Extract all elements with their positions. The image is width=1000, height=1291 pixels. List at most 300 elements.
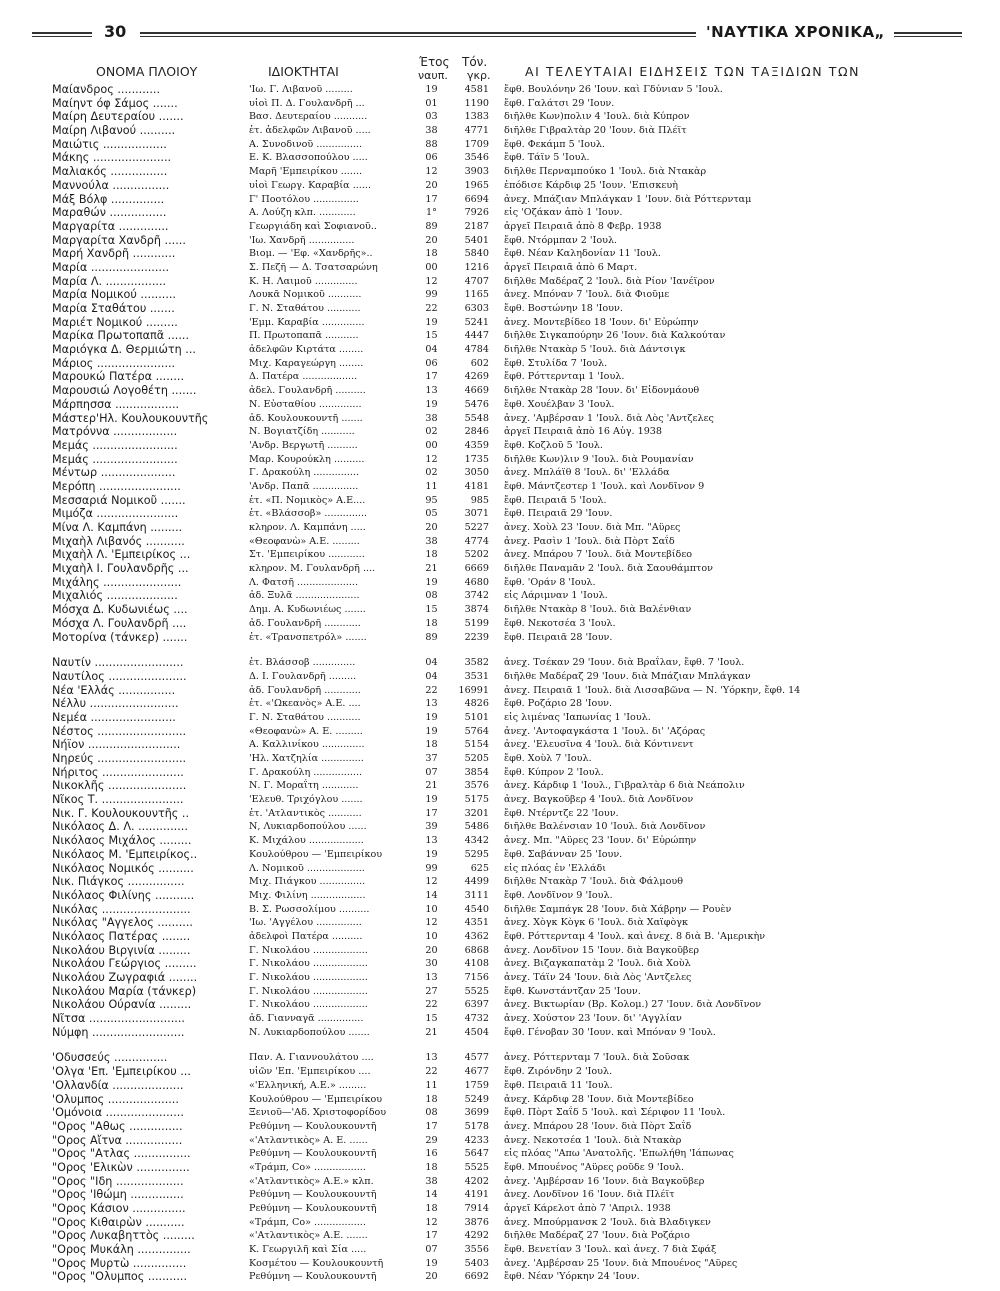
ship-year: 20 <box>425 944 438 956</box>
ship-news: ἀνεχ. 'Αμβέρσαν 25 'Ιουν. διὰ Μπουένος "Αϋρες <box>504 1257 738 1269</box>
ship-year: 17 <box>425 1120 438 1132</box>
ship-news: διῆλθε Γιβραλτὰρ 20 'Ιουν. διὰ Πλέϊτ <box>504 125 687 137</box>
ship-tonnage: 3556 <box>464 1244 489 1256</box>
ship-year: 17 <box>425 371 438 383</box>
ship-owner: 'Ηλ. Χατζηλία .............. <box>249 753 364 764</box>
ship-name: Νικ. Πιάγκος ................ <box>52 875 185 889</box>
ship-row <box>52 862 957 876</box>
ship-tonnage: 625 <box>470 862 489 874</box>
ship-row <box>52 480 957 494</box>
ship-news: ἔφθ. Φεκάμπ 5 'Ιουλ. <box>504 138 605 150</box>
ship-year: 37 <box>425 753 438 764</box>
ship-news: ἔφθ. Σαβάνναν 25 'Ιουν. <box>504 848 623 860</box>
ship-tonnage: 4774 <box>464 535 489 547</box>
ship-news: διῆλθε Περναμπούκο 1 'Ιουλ. διὰ Ντακὰρ <box>504 166 707 178</box>
ship-news: ἀργεῖ Πειραιᾶ ἀπὸ 6 Μαρτ. <box>504 261 638 273</box>
ship-year: 16 <box>425 1148 438 1160</box>
ship-news: ἔφθ. Τάϊν 5 'Ιουλ. <box>504 152 590 164</box>
ship-owner: «'Ατλαντικὸς» Α.Ε.» κλπ. <box>249 1175 374 1187</box>
ship-tonnage: 5178 <box>464 1120 489 1132</box>
ship-owner: Γ. Ν. Σταθάτου ........... <box>249 303 361 314</box>
ship-owner: Στ. 'Εμπειρίκου ............ <box>249 549 365 561</box>
ship-owner: Α. Συνοδινοῦ ............... <box>249 138 363 150</box>
ship-tonnage: 4108 <box>464 958 489 970</box>
ship-owner: Α. Λούζη κλπ. ............ <box>249 207 356 219</box>
ship-news: ἀργεῖ Πειραιᾶ ἀπὸ 8 Φεβρ. 1938 <box>504 220 662 232</box>
ship-tonnage: 6692 <box>464 1271 489 1283</box>
ship-owner: Δ. Πατέρα .................. <box>249 371 358 383</box>
ship-name: "Ορος Λυκαβηττὸς ......... <box>52 1229 195 1243</box>
ship-year: 21 <box>425 563 438 575</box>
ship-owner: Ν. Γ. Μοραΐτη ............ <box>249 780 359 792</box>
ship-year: 18 <box>425 739 438 751</box>
ship-year: 08 <box>425 590 438 602</box>
ship-owner: 'Ανδρ. Βεργωτῆ .......... <box>249 439 358 451</box>
ship-name: Νῖτσα ........................... <box>52 1012 185 1026</box>
ship-row <box>52 1188 957 1202</box>
ship-owner: Κοσμέτου — Κουλουκουντῆ <box>249 1257 384 1269</box>
ship-news: διῆλθε Κων)πολιν 4 'Ιουλ. διὰ Κύπρον <box>504 111 690 123</box>
ship-owner: ἐτ. «Π. Νομικὸς» Α.Ε.... <box>249 494 366 506</box>
ship-news: ἀνεχ. Πειραιᾶ 1 'Ιουλ. διὰ Λισσαβῶνα — Ν. 'Υόρκην, ἔφθ. 14 <box>504 684 801 696</box>
ship-owner: Ρεθύμνη — Κουλουκουντῆ <box>249 1120 377 1132</box>
ship-year: 00 <box>425 261 438 273</box>
ship-owner: Λ. Φατσῆ .................... <box>249 576 359 588</box>
ship-name: Μιχαὴλ Λ. 'Εμπειρίκος ... <box>52 548 191 562</box>
ship-name: 'Ολγα 'Επ. 'Εμπειρίκου ... <box>52 1065 191 1079</box>
ship-owner: Μαρ. Κουρούκλη .......... <box>249 453 365 465</box>
ship-row <box>52 589 957 603</box>
ship-name: Μαργαρίτα Χανδρῆ ...... <box>52 233 186 247</box>
ship-tonnage: 3111 <box>464 889 489 901</box>
ship-year: 14 <box>425 889 438 901</box>
ship-owner: ἀδ. Κουλουκουντῆ ....... <box>249 412 363 424</box>
ship-name: Μαρουκώ Πατέρα ........ <box>52 370 185 384</box>
ship-row <box>52 220 957 234</box>
ship-year: 07 <box>425 1244 438 1256</box>
ship-name: Νικόλας "Αγγελος .......... <box>52 916 193 930</box>
ship-news: ἔφθ. Νέαν 'Υόρκην 24 'Ιουν. <box>504 1271 640 1283</box>
ship-name: Μεμάς ........................ <box>52 452 178 466</box>
ship-owner: «Θεοφανὼ» Α. Ε. ......... <box>249 725 363 737</box>
ship-tonnage: 1735 <box>464 453 489 465</box>
ship-name: Μερόπη ....................... <box>52 479 181 493</box>
ship-owner: ἀδ. Γουλανδρῆ ............ <box>249 617 361 629</box>
ship-year: 07 <box>425 766 438 778</box>
page-header <box>32 22 962 44</box>
ship-tonnage: 5401 <box>464 234 489 246</box>
ship-year: 19 <box>425 725 438 737</box>
ship-name: Μοτορίνα (τάνκερ) ....... <box>52 630 188 644</box>
group-gap <box>52 1039 957 1051</box>
ship-owner: ἐτ. «Βλάσσοβ» .............. <box>249 508 368 520</box>
ship-row <box>52 957 957 971</box>
ship-tonnage: 4784 <box>464 344 489 356</box>
ship-year: 14 <box>425 1189 438 1201</box>
ship-owner: Γ. Δρακούλη ............... <box>249 467 360 479</box>
ship-name: Νικολάου Γεώργιος ......... <box>52 957 197 971</box>
ship-row <box>52 521 957 535</box>
ship-news: ἔφθ. Ρόττερνταμ 1 'Ιουλ. <box>504 371 625 383</box>
ship-owner: Κουλούθρου — 'Εμπειρίκου <box>249 1093 383 1105</box>
ship-name: Μαίρη Δευτεραίου ....... <box>52 110 184 124</box>
ship-name: Μιχαὴλ Λιβανός ........... <box>52 534 185 548</box>
ship-name: Νηρεύς ......................... <box>52 752 187 765</box>
ship-tonnage: 1216 <box>464 261 489 273</box>
ship-name: 'Ομόνοια ...................... <box>52 1106 184 1120</box>
col-header-owner: ΙΔΙΟΚΤΗΤΑΙ <box>268 64 339 79</box>
ship-owner: ἀδελφῶν Κιρτάτα ........ <box>249 344 364 356</box>
ship-owner: ἐτ. 'Ατλαντικὸς ........... <box>249 807 362 819</box>
ship-name: Μαρία Σταθάτου ....... <box>52 302 175 315</box>
ship-year: 18 <box>425 549 438 561</box>
ship-news: ἀνεχ. 'Αμβέρσαν 1 'Ιουλ. διὰ Λὸς 'Αντζελες <box>504 412 714 424</box>
ship-owner: Γ. Νικολάου .................. <box>249 985 368 997</box>
ship-row <box>52 1161 957 1175</box>
ship-row <box>52 384 957 398</box>
ship-year: 12 <box>425 275 438 287</box>
ship-name: Μαλιακός ................ <box>52 165 168 179</box>
ship-name: Μάξ Βόλφ ............... <box>52 192 165 206</box>
ship-tonnage: 5199 <box>464 617 489 629</box>
ship-owner: κληρον. Λ. Καμπάνη ..... <box>249 522 366 533</box>
ship-tonnage: 5764 <box>464 725 489 737</box>
ship-year: 17 <box>425 807 438 819</box>
ship-year: 95 <box>425 494 438 506</box>
ship-year: 18 <box>425 1161 438 1173</box>
ship-news: ἔφθ. Βενετίαν 3 'Ιουλ. καὶ ἀνεχ. 7 διὰ Σφάξ <box>504 1244 717 1256</box>
ship-row <box>52 985 957 999</box>
ship-row <box>52 998 957 1012</box>
ship-name: Μεσσαριά Νομικοῦ ....... <box>52 493 186 507</box>
ship-news: ἀνεχ. Μπάρου 7 'Ιουλ. διὰ Μοντεβίδεο <box>504 549 693 561</box>
ship-owner: ἀδελ. Γουλανδρῆ .......... <box>249 385 366 397</box>
ship-row <box>52 1147 957 1161</box>
ship-tonnage: 6694 <box>464 193 489 205</box>
ship-tonnage: 1759 <box>464 1079 489 1091</box>
ship-news: ἔφθ. Πειραιᾶ 11 'Ιουλ. <box>504 1079 613 1091</box>
ship-owner: Ρεθύμνη — Κουλουκουντῆ <box>249 1189 377 1201</box>
ship-name: Μαίηντ όφ Σάμος ....... <box>52 96 178 110</box>
ship-year: 89 <box>425 631 438 643</box>
ship-owner: ἐτ. Βλάσσοβ .............. <box>249 657 356 669</box>
ship-tonnage: 1709 <box>464 138 489 150</box>
ship-owner: 'Εμμ. Καραβία .............. <box>249 316 365 328</box>
ship-name: Μαρία Λ. ................. <box>52 274 167 288</box>
ship-tonnage: 5840 <box>464 248 489 260</box>
ship-tonnage: 5241 <box>464 316 489 328</box>
ship-owner: Μιχ. Φιλίνη .................. <box>249 889 366 901</box>
ship-row <box>52 603 957 617</box>
group-gap <box>52 644 957 656</box>
ship-news: ἔφθ. Πειραιᾶ 29 'Ιουν. <box>504 508 613 520</box>
ship-year: 19 <box>425 316 438 328</box>
ship-year: 38 <box>425 535 438 547</box>
ship-news: ἔφθ. Χουέλβαν 3 'Ιουλ. <box>504 398 615 410</box>
ship-name: Νικόλαος Πατέρας ........ <box>52 929 191 943</box>
ship-row <box>52 903 957 917</box>
ship-name: Μεμάς ........................ <box>52 438 178 452</box>
ship-owner: ἀδ. Γιανναγᾶ ............... <box>249 1013 364 1025</box>
ship-row <box>52 562 957 576</box>
ship-owner: ἐτ. ἀδελφῶν Λιβανοῦ ..... <box>249 125 371 137</box>
ship-name: Μαννούλα ................ <box>52 178 170 192</box>
ship-news: ἔφθ. Ντόρμπαν 2 'Ιουλ. <box>504 234 618 246</box>
ship-row <box>52 234 957 248</box>
ship-row <box>52 329 957 343</box>
ship-owner: Λ. Νομικοῦ ................... <box>249 862 365 874</box>
ship-year: 02 <box>425 467 438 479</box>
ship-row <box>52 288 957 302</box>
ship-row <box>52 494 957 508</box>
ship-name: Νικ. Γ. Κουλουκουντῆς .. <box>52 806 190 820</box>
ship-owner: Γ. Ν. Σταθάτου ........... <box>249 711 361 723</box>
ship-tonnage: 3582 <box>464 657 489 669</box>
ship-year: 88 <box>425 138 438 150</box>
ship-row <box>52 889 957 903</box>
ship-tonnage: 4269 <box>464 371 489 383</box>
ship-row <box>52 1106 957 1120</box>
ship-owner: Σ. Πεζῆ — Δ. Τσατσαρώνη <box>249 261 378 273</box>
ship-news: ἔφθ. Μάντζεστερ 1 'Ιουλ. καὶ Λονδῖνον 9 <box>504 480 705 492</box>
ship-row <box>52 944 957 958</box>
ship-name: Μάρπησσα .................. <box>52 397 180 411</box>
ship-row <box>52 138 957 152</box>
ship-owner: Βιομ. — 'Εφ. «Χανδρῆς».. <box>249 248 373 260</box>
ship-row <box>52 820 957 834</box>
ship-tonnage: 4826 <box>464 698 489 710</box>
ship-tonnage: 3531 <box>464 670 489 682</box>
ship-tonnage: 5154 <box>464 739 489 751</box>
ship-year: 18 <box>425 617 438 629</box>
ship-name: Μόσχα Δ. Κυδωνιέως .... <box>52 603 188 617</box>
ship-news: διῆλθε Μαδέραζ 29 'Ιουν. διὰ Μπάζιαν Μπλάγκαν <box>504 670 751 682</box>
ship-year: 15 <box>425 330 438 342</box>
ship-tonnage: 4581 <box>464 84 489 95</box>
ship-news: ἔφθ. Μπουένος "Αϋρες ροῦδε 9 'Ιουλ. <box>504 1161 685 1173</box>
header-rule-right <box>894 32 962 37</box>
ship-name: "Ορος Μυκάλη ............... <box>52 1243 191 1257</box>
ship-row <box>52 1051 957 1065</box>
ship-row <box>52 656 957 670</box>
ship-owner: υἱοὶ Γεωργ. Καραβία ...... <box>249 179 372 191</box>
ship-news: διῆλθε Βαλένσιαν 10 'Ιουλ. διὰ Λονδῖνον <box>504 821 706 833</box>
ship-year: 29 <box>425 1134 438 1146</box>
ship-year: 12 <box>425 1216 438 1228</box>
ship-owner: «'Ελληνική, Α.Ε.» ......... <box>249 1079 367 1091</box>
ship-name: Νικόλαος Μιχάλος ......... <box>52 834 192 848</box>
ship-year: 13 <box>425 698 438 710</box>
ship-owner: Γεωργιάδη καὶ Σοφιανοῦ.. <box>249 220 377 232</box>
ship-group <box>52 83 957 644</box>
ship-news: ἔφθ. Κοζλοῦ 5 'Ιουλ. <box>504 439 603 451</box>
ship-year: 15 <box>425 1013 438 1025</box>
col-header-name: ΟΝΟΜΑ ΠΛΟΙΟΥ <box>96 64 198 79</box>
ship-news: ἀργεῖ Πειραιᾶ ἀπὸ 16 Αὐγ. 1938 <box>504 426 663 438</box>
ship-owner: Γ. Δρακούλη ................ <box>249 766 363 778</box>
ship-tonnage: 4359 <box>464 439 489 451</box>
ship-row <box>52 247 957 261</box>
ship-news: ἔφθ. Πὸρτ Σαΐδ 5 'Ιουλ. καὶ Σέριφον 11 'Ιουλ. <box>504 1107 726 1119</box>
ship-row <box>52 316 957 330</box>
ship-name: Νικολάου Ζωγραφιά ........ <box>52 971 198 984</box>
ship-tonnage: 3742 <box>464 590 489 602</box>
ship-tonnage: 5249 <box>464 1093 489 1105</box>
ship-name: Νήϊον .......................... <box>52 738 181 752</box>
ship-name: Μαριόγκα Δ. Θερμιώτη ... <box>52 343 196 357</box>
ship-name: 'Ολυμπος .................... <box>52 1092 179 1106</box>
ship-tonnage: 5101 <box>464 711 489 723</box>
ship-tonnage: 602 <box>470 357 489 369</box>
ship-row <box>52 179 957 193</box>
ship-name: Ναυτίν ......................... <box>52 656 184 670</box>
ship-name: Μιχαὴλ Ι. Γουλανδρῆς ... <box>52 562 189 576</box>
ship-tonnage: 985 <box>470 494 489 506</box>
ship-year: 22 <box>425 684 438 696</box>
ship-news: ἔφθ. Ζιρόνδην 2 'Ιουλ. <box>504 1066 613 1078</box>
ship-name: "Ορος "Αθως ............... <box>52 1119 183 1133</box>
ship-tonnage: 4504 <box>464 1026 489 1038</box>
ship-row <box>52 124 957 138</box>
ship-year: 19 <box>425 794 438 806</box>
ship-name: Μαραθών ................ <box>52 206 167 220</box>
ship-news: ἔφθ. Ρόττερνταμ 4 'Ιουλ. καὶ ἀνεχ. 8 διὰ Β. 'Αμερικὴν <box>504 930 766 942</box>
ship-tonnage: 3201 <box>464 807 489 819</box>
ship-tonnage: 1165 <box>464 289 489 301</box>
ship-year: 05 <box>425 508 438 520</box>
ship-owner: Ε. Κ. Βλασσοπούλου ..... <box>249 152 368 164</box>
ship-owner: Μιχ. Πιάγκου ............... <box>249 876 366 888</box>
ship-tonnage: 5525 <box>464 1161 489 1173</box>
ship-news: ἀνεχ. Ρόττερνταμ 7 'Ιουλ. διὰ Σοῦσακ <box>504 1052 690 1064</box>
ship-name: Μιχάλης ...................... <box>52 575 182 589</box>
ship-name: Νέα 'Ελλάς ................ <box>52 683 176 697</box>
ship-news: εἰς 'Οζάκαν ἀπὸ 1 'Ιουν. <box>504 207 623 219</box>
ship-news: ἔφθ. Βουλόνην 26 'Ιουν. καὶ Γδύνιαν 5 'Ιουλ. <box>504 84 723 95</box>
ship-news: διῆλθε Σιγκαπούρην 26 'Ιουν. διὰ Καλκούταν <box>504 330 726 342</box>
magazine-title: 'ΝΑΥΤΙΚΑ ΧΡΟΝΙΚΑ„ <box>706 23 885 41</box>
ship-year: 39 <box>425 821 438 833</box>
ship-year: 00 <box>425 439 438 451</box>
ship-news: ἀνεχ. Βαγκοῦβερ 4 'Ιουλ. διὰ Λονδῖνον <box>504 794 694 806</box>
col-header-year-2: ναυπ. <box>418 69 448 82</box>
ship-year: 01 <box>425 97 438 109</box>
ship-news: ἀνεχ. Μπάζιαν Μπλάγκαν 1 'Ιουν. διὰ Ρόττερνταμ <box>504 193 752 205</box>
ship-news: ἀνεχ. Βικτωρίαν (Βρ. Κολομ.) 27 'Ιουν. διὰ Λονδῖνον <box>504 999 762 1011</box>
ship-group <box>52 656 957 1039</box>
ship-year: 27 <box>425 985 438 997</box>
ship-news: ἀνεχ. Βιζαγκαπατὰμ 2 'Ιουλ. διὰ Χοὺλ <box>504 958 691 970</box>
ship-row <box>52 412 957 426</box>
ship-tonnage: 4191 <box>464 1189 489 1201</box>
ship-year: 03 <box>425 111 438 123</box>
ship-news: εἰς πλόας ἐν 'Ελλάδι <box>504 862 607 874</box>
ship-year: 10 <box>425 930 438 942</box>
ship-row <box>52 1202 957 1216</box>
ship-name: Νικόλαος Νομικός .......... <box>52 861 194 875</box>
ship-news: ἀνεχ. Νεκοτσέα 1 'Ιουλ. διὰ Ντακὰρ <box>504 1134 682 1146</box>
ship-news: ἔφθ. Πειραιᾶ 5 'Ιουλ. <box>504 494 607 506</box>
ship-news: διῆλθε Κων)λιν 9 'Ιουλ. διὰ Ρουμανίαν <box>504 453 694 465</box>
ship-owner: Λουκᾶ Νομικοῦ ........... <box>249 289 362 301</box>
ship-news: ἀνεχ. Μπόναν 7 'Ιουλ. διὰ Φιοῦμε <box>504 289 670 301</box>
ship-owner: Παν. Α. Γιαννουλάτου .... <box>249 1052 374 1064</box>
ship-owner: «Τράμπ, Co» ................. <box>249 1161 366 1173</box>
ship-news: ἀνεχ. Λονδῖνον 16 'Ιουν. διὰ Πλέϊτ <box>504 1189 675 1201</box>
ship-tonnage: 3576 <box>464 780 489 792</box>
ship-name: "Ορος 'Ελικὼν ............... <box>52 1160 190 1174</box>
ship-row <box>52 1065 957 1079</box>
ship-row <box>52 206 957 220</box>
ship-owner: Κ. Η. Λαιμοῦ .............. <box>249 275 358 287</box>
ship-name: Νύμφη .......................... <box>52 1025 185 1039</box>
ship-row <box>52 507 957 521</box>
ship-tonnage: 4181 <box>464 480 489 492</box>
ship-row <box>52 752 957 766</box>
header-rule-left <box>32 32 92 37</box>
ship-row <box>52 97 957 111</box>
ship-row <box>52 1079 957 1093</box>
ship-owner: Δημ. Α. Κυδωνιέως ....... <box>249 604 366 616</box>
ship-name: Νικόλαος Μ. 'Εμπειρίκος.. <box>52 847 198 861</box>
ship-row <box>52 343 957 357</box>
ship-news: ἀνεχ. Λονδῖνον 15 'Ιουν. διὰ Βαγκοῦβερ <box>504 944 700 956</box>
ship-news: ἀνεχ. Μπλάϊθ 8 'Ιουλ. δι' 'Ελλάδα <box>504 467 670 479</box>
ship-row <box>52 151 957 165</box>
ship-news: διῆλθε Ντακὰρ 7 'Ιουλ. διὰ Φάλμουθ <box>504 876 683 888</box>
ship-row <box>52 617 957 631</box>
ship-tonnage: 1965 <box>464 179 489 191</box>
ship-tonnage: 4680 <box>464 576 489 588</box>
ship-tonnage: 5525 <box>464 985 489 997</box>
ship-row <box>52 261 957 275</box>
ship-news: ἔφθ. Βοστώνην 18 'Ιουν. <box>504 303 623 314</box>
ship-tonnage: 2239 <box>464 631 489 643</box>
ship-year: 19 <box>425 711 438 723</box>
ship-year: 20 <box>425 179 438 191</box>
ship-year: 06 <box>425 357 438 369</box>
ship-owner: «Θεοφανὼ» Α.Ε. ......... <box>249 535 360 547</box>
ship-owner: Γ' Ποοτόλου ............... <box>249 193 359 205</box>
ship-row <box>52 738 957 752</box>
ship-owner: Β. Σ. Ρωσσολίμου .......... <box>249 903 370 915</box>
ship-name: Μαιώτις .................. <box>52 137 167 151</box>
ship-year: 19 <box>425 84 438 95</box>
ship-owner: Ν. Λυκιαρδοπούλου ....... <box>249 1026 370 1038</box>
ship-news: ἔφθ. Νέαν Καληδονίαν 11 'Ιουλ. <box>504 248 661 260</box>
ship-year: 99 <box>425 289 438 301</box>
ship-row <box>52 779 957 793</box>
ship-news: διῆλθε Σαμπάγκ 28 'Ιουν. διὰ Χάβρην — Ρουὲν <box>504 903 732 915</box>
ship-year: 38 <box>425 412 438 424</box>
ship-name: Μιμόζα ....................... <box>52 507 179 521</box>
ship-row <box>52 916 957 930</box>
ship-owner: Ν. Εὐσταθίου .............. <box>249 398 362 410</box>
ship-year: 10 <box>425 903 438 915</box>
ship-news: ἔφθ. Ντέρντζε 22 'Ιουν. <box>504 807 619 819</box>
ship-tonnage: 7156 <box>464 972 489 983</box>
ship-news: εἰς λιμένας 'Ιαπωνίας 1 'Ιουλ. <box>504 711 651 723</box>
ship-news: ἔφθ. Στυλίδα 7 'Ιουλ. <box>504 357 608 369</box>
ship-tonnage: 3546 <box>464 152 489 164</box>
ship-year: 30 <box>425 958 438 970</box>
col-header-tons-2: γκρ. <box>467 69 491 82</box>
ship-owner: Γ. Νικολάου .................. <box>249 944 368 956</box>
ship-name: Ναυτίλος ...................... <box>52 669 187 683</box>
ship-owner: Γ. Νικολάου .................. <box>249 958 368 970</box>
ship-owner: κληρον. Μ. Γουλανδρῆ .... <box>249 563 376 575</box>
ship-news: ἀνεχ. Χούστον 23 'Ιουν. δι' 'Αγγλίαν <box>504 1013 682 1025</box>
